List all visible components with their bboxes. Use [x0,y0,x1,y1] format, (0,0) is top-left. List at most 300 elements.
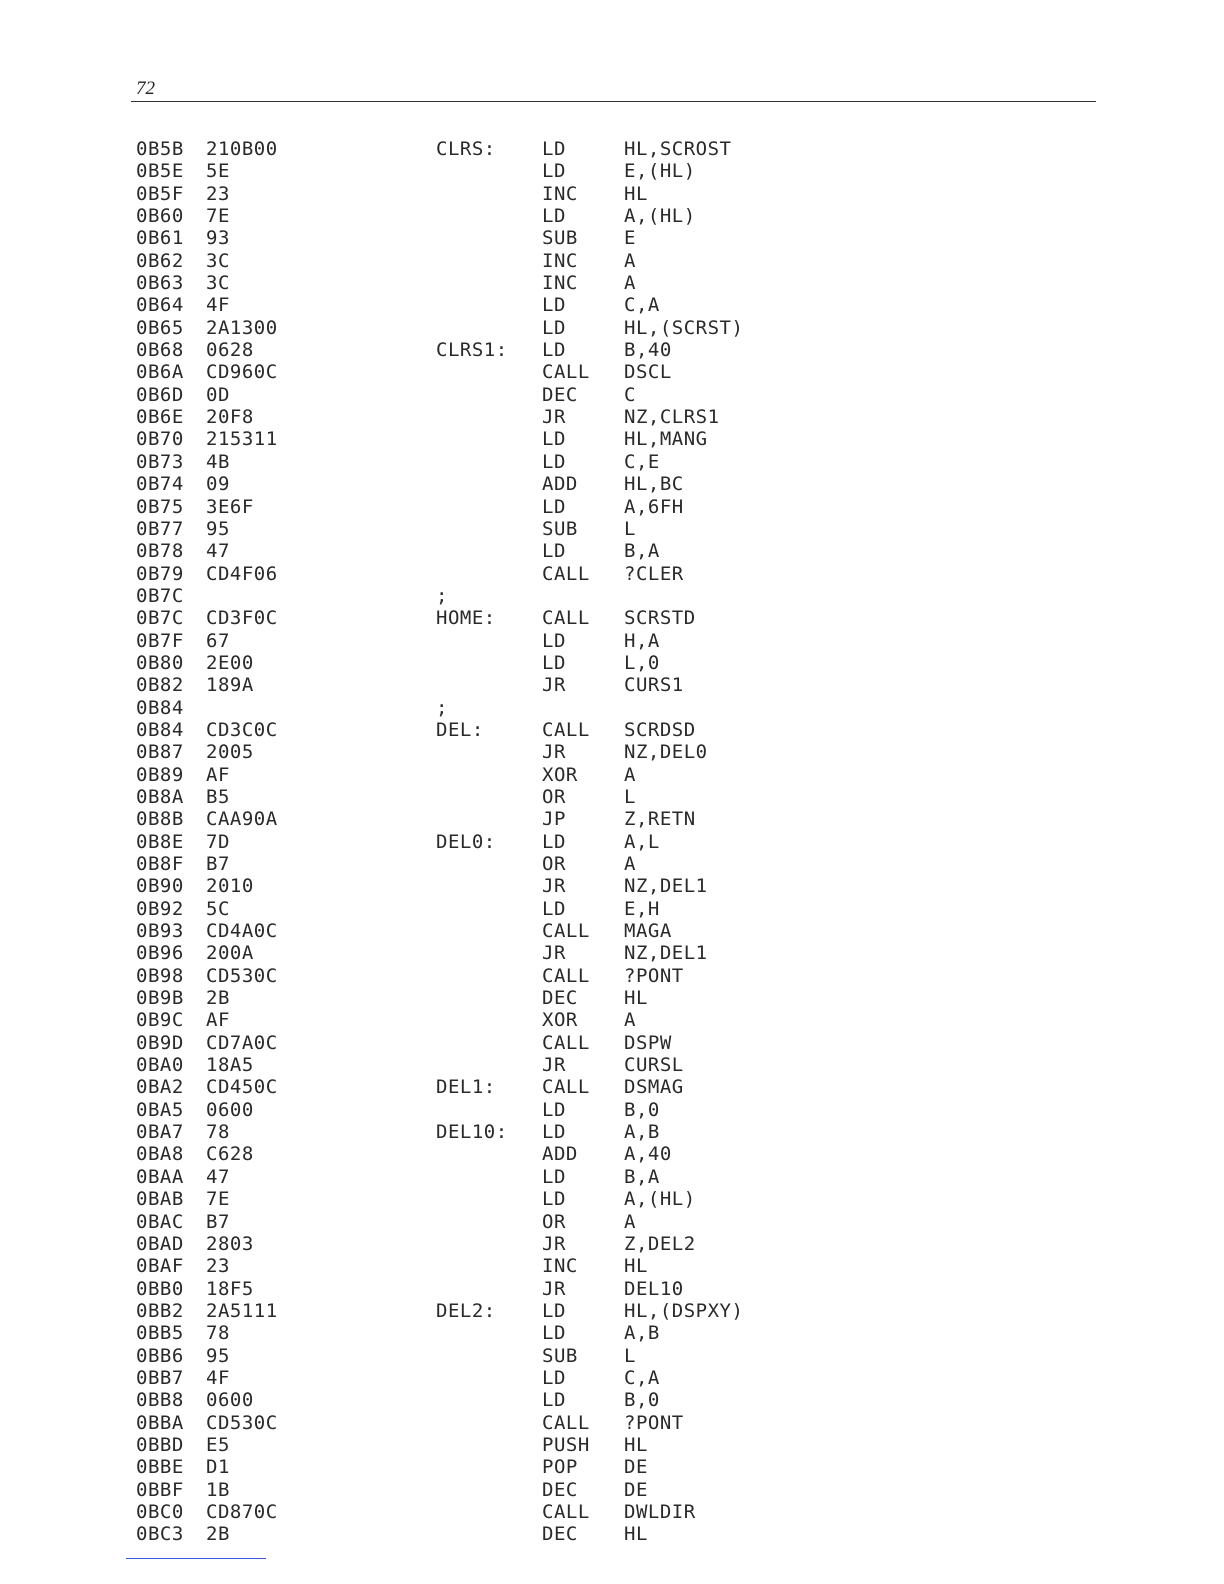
listing-code: 2010 [206,875,254,898]
listing-row [136,987,1096,1009]
listing-op: INC [542,272,578,295]
listing-addr: 0BB6 [136,1344,184,1367]
listing-row [136,205,1096,227]
listing-addr: 0B5E [136,160,184,183]
listing-op: JR [542,875,566,898]
listing-code: 2A5111 [206,1299,278,1322]
listing-code: CD530C [206,1411,278,1434]
listing-op: JR [542,1232,566,1255]
listing-row [136,764,1096,786]
listing-addr: 0BB8 [136,1389,184,1412]
listing-row [136,1278,1096,1300]
listing-addr: 0B6A [136,361,184,384]
listing-addr: 0B5F [136,182,184,205]
listing-operand: ?CLER [624,562,684,585]
listing-op: CALL [542,1500,590,1523]
listing-op: LD [542,450,566,473]
listing-addr: 0B5B [136,138,184,160]
listing-addr: 0BA8 [136,1143,184,1166]
listing-op: POP [542,1456,578,1479]
listing-operand: A [624,1210,636,1233]
listing-code: 7E [206,205,230,228]
listing-addr: 0B73 [136,450,184,473]
listing-row [136,496,1096,518]
listing-code: B7 [206,1210,230,1233]
listing-operand: DEL10 [624,1277,684,1300]
listing-addr: 0B7C [136,584,184,607]
listing-operand: Z,DEL2 [624,1232,696,1255]
listing-row [136,1143,1096,1165]
listing-row [136,473,1096,495]
listing-row [136,1009,1096,1031]
listing-op: LD [542,495,566,518]
listing-label: DEL: [436,718,484,741]
listing-code: CD870C [206,1500,278,1523]
listing-op: LD [542,138,566,160]
listing-row [136,853,1096,875]
listing-operand: B,0 [624,1098,660,1121]
listing-addr: 0B92 [136,897,184,920]
listing-code: 200A [206,942,254,965]
listing-row [136,272,1096,294]
listing-op: XOR [542,1009,578,1032]
listing-op: JR [542,406,566,429]
listing-row [136,1255,1096,1277]
listing-code: 2005 [206,741,254,764]
listing-op: LD [542,1322,566,1345]
listing-code: CD960C [206,361,278,384]
listing-code: 4F [206,294,230,317]
listing-code: 23 [206,182,230,205]
listing-operand: CURSL [624,1054,684,1077]
listing-op: INC [542,249,578,272]
listing-op: SUB [542,517,578,540]
listing-code: 1B [206,1478,230,1501]
listing-operand: A,6FH [624,495,684,518]
listing-addr: 0BBF [136,1478,184,1501]
listing-code: 215311 [206,428,278,451]
listing-addr: 0B8E [136,830,184,853]
listing-operand: A [624,1009,636,1032]
listing-row [136,160,1096,182]
listing-operand: DSMAG [624,1076,684,1099]
listing-code: 0628 [206,339,254,362]
listing-operand: A [624,853,636,875]
listing-row [136,786,1096,808]
listing-row [136,920,1096,942]
listing-operand: HL [624,1255,648,1278]
listing-row [136,719,1096,741]
listing-op: OR [542,1210,566,1233]
listing-operand: NZ,CLRS1 [624,406,720,429]
listing-code: C628 [206,1143,254,1166]
listing-op: JR [542,674,566,697]
listing-row [136,361,1096,383]
listing-operand: A [624,249,636,272]
listing-code: 09 [206,473,230,496]
listing-op: LD [542,205,566,228]
listing-code: 23 [206,1255,230,1278]
listing-op: OR [542,785,566,808]
listing-op: DEC [542,383,578,406]
listing-addr: 0B61 [136,227,184,250]
listing-operand: HL [624,1433,648,1456]
listing-operand: HL,(DSPXY) [624,1299,744,1322]
listing-op: DEC [542,987,578,1010]
listing-row [136,697,1096,719]
listing-row [136,227,1096,249]
listing-code: 20F8 [206,406,254,429]
listing-row [136,294,1096,316]
listing-operand: DE [624,1478,648,1501]
listing-addr: 0BA0 [136,1054,184,1077]
listing-label: ; [436,584,448,607]
listing-operand: A,B [624,1322,660,1345]
listing-code: 47 [206,1165,230,1188]
listing-operand: A [624,272,636,295]
listing-label: CLRS: [436,138,496,160]
listing-operand: NZ,DEL1 [624,875,708,898]
listing-op: XOR [542,763,578,786]
listing-row [136,674,1096,696]
listing-addr: 0B75 [136,495,184,518]
listing-operand: ?PONT [624,1411,684,1434]
listing-code: 2B [206,1523,230,1546]
listing-operand: A,(HL) [624,1188,696,1211]
assembly-listing [136,138,1096,1546]
listing-operand: SCRDSD [624,718,696,741]
listing-operand: MAGA [624,920,672,943]
listing-code: 95 [206,517,230,540]
listing-label: HOME: [436,607,496,630]
listing-operand: CURS1 [624,674,684,697]
listing-row [136,1479,1096,1501]
listing-operand: B,40 [624,339,672,362]
listing-operand: E,(HL) [624,160,696,183]
listing-code: 2E00 [206,651,254,674]
listing-operand: DWLDIR [624,1500,696,1523]
listing-addr: 0BAF [136,1255,184,1278]
listing-label: DEL10: [436,1121,508,1144]
listing-operand: HL [624,987,648,1010]
listing-code: AF [206,1009,230,1032]
listing-code: CD7A0C [206,1031,278,1054]
listing-op: LD [542,1098,566,1121]
listing-op: JR [542,741,566,764]
listing-row [136,585,1096,607]
listing-addr: 0B84 [136,718,184,741]
listing-op: LD [542,1165,566,1188]
listing-row [136,1032,1096,1054]
listing-operand: L [624,785,636,808]
listing-label: ; [436,696,448,719]
listing-code: 78 [206,1322,230,1345]
listing-addr: 0B6D [136,383,184,406]
listing-operand: HL [624,182,648,205]
listing-row [136,1501,1096,1523]
page-number: 72 [136,78,155,99]
listing-operand: Z,RETN [624,808,696,831]
listing-addr: 0B8B [136,808,184,831]
listing-op: CALL [542,1031,590,1054]
listing-op: LD [542,897,566,920]
listing-code: 189A [206,674,254,697]
listing-operand: HL,BC [624,473,684,496]
listing-addr: 0B70 [136,428,184,451]
listing-op: CALL [542,964,590,987]
listing-operand: B,A [624,540,660,563]
listing-row [136,183,1096,205]
listing-row [136,1367,1096,1389]
listing-operand: E,H [624,897,660,920]
listing-addr: 0B89 [136,763,184,786]
listing-operand: C,A [624,1366,660,1389]
listing-op: ADD [542,1143,578,1166]
listing-code: 4F [206,1366,230,1389]
listing-operand: A,40 [624,1143,672,1166]
listing-addr: 0BB7 [136,1366,184,1389]
listing-code: 3C [206,249,230,272]
listing-row [136,1389,1096,1411]
listing-addr: 0BAC [136,1210,184,1233]
listing-row [136,1233,1096,1255]
listing-code: E5 [206,1433,230,1456]
listing-row [136,250,1096,272]
listing-code: 3C [206,272,230,295]
listing-row [136,1211,1096,1233]
listing-addr: 0B79 [136,562,184,585]
listing-addr: 0B78 [136,540,184,563]
listing-row [136,339,1096,361]
listing-op: LD [542,1366,566,1389]
listing-operand: HL,SCROST [624,138,732,160]
listing-addr: 0BAB [136,1188,184,1211]
listing-op: CALL [542,607,590,630]
listing-code: 210B00 [206,138,278,160]
listing-code: 18A5 [206,1054,254,1077]
listing-addr: 0B77 [136,517,184,540]
listing-operand: DSPW [624,1031,672,1054]
listing-code: CD3C0C [206,718,278,741]
listing-op: LD [542,428,566,451]
listing-row [136,741,1096,763]
listing-op: LD [542,1121,566,1144]
listing-op: JR [542,1054,566,1077]
listing-row [136,630,1096,652]
listing-op: JR [542,1277,566,1300]
listing-op: JR [542,942,566,965]
listing-row [136,540,1096,562]
listing-addr: 0B65 [136,316,184,339]
listing-code: 78 [206,1121,230,1144]
listing-op: CALL [542,562,590,585]
listing-row [136,1523,1096,1545]
listing-op: DEC [542,1523,578,1546]
listing-operand: NZ,DEL0 [624,741,708,764]
listing-operand: A [624,763,636,786]
listing-op: LD [542,339,566,362]
listing-op: SUB [542,227,578,250]
listing-addr: 0B64 [136,294,184,317]
listing-operand: A,B [624,1121,660,1144]
listing-row [136,406,1096,428]
listing-row [136,1322,1096,1344]
listing-op: INC [542,182,578,205]
listing-code: CD450C [206,1076,278,1099]
listing-operand: A,(HL) [624,205,696,228]
listing-addr: 0B8F [136,853,184,875]
listing-op: CALL [542,718,590,741]
listing-row [136,1076,1096,1098]
listing-addr: 0B9C [136,1009,184,1032]
listing-code: CD4F06 [206,562,278,585]
listing-row [136,1166,1096,1188]
listing-code: AF [206,763,230,786]
listing-row [136,831,1096,853]
listing-label: DEL1: [436,1076,496,1099]
listing-row [136,652,1096,674]
listing-operand: HL [624,1523,648,1546]
listing-row [136,1300,1096,1322]
listing-operand: ?PONT [624,964,684,987]
listing-addr: 0B98 [136,964,184,987]
listing-op: LD [542,629,566,652]
listing-addr: 0BBA [136,1411,184,1434]
listing-label: CLRS1: [436,339,508,362]
listing-row [136,1099,1096,1121]
listing-operand: C,A [624,294,660,317]
listing-op: CALL [542,1076,590,1099]
listing-operand: HL,(SCRST) [624,316,744,339]
listing-row [136,1345,1096,1367]
listing-addr: 0B96 [136,942,184,965]
listing-op: ADD [542,473,578,496]
listing-addr: 0B60 [136,205,184,228]
listing-code: 0600 [206,1098,254,1121]
listing-op: LD [542,1389,566,1412]
listing-addr: 0B9D [136,1031,184,1054]
listing-row [136,942,1096,964]
listing-row [136,317,1096,339]
listing-operand: E [624,227,636,250]
listing-addr: 0B7C [136,607,184,630]
listing-code: 7D [206,830,230,853]
listing-code: 5E [206,160,230,183]
listing-row [136,1456,1096,1478]
listing-row [136,875,1096,897]
listing-operand: B,A [624,1165,660,1188]
listing-operand: DE [624,1456,648,1479]
listing-op: INC [542,1255,578,1278]
listing-label: DEL0: [436,830,496,853]
listing-addr: 0BAD [136,1232,184,1255]
listing-row [136,1121,1096,1143]
listing-addr: 0B62 [136,249,184,272]
listing-addr: 0B87 [136,741,184,764]
listing-addr: 0B6E [136,406,184,429]
listing-addr: 0BB2 [136,1299,184,1322]
listing-code: 0600 [206,1389,254,1412]
listing-row [136,451,1096,473]
listing-addr: 0BBE [136,1456,184,1479]
listing-addr: 0B93 [136,920,184,943]
listing-addr: 0BAA [136,1165,184,1188]
listing-code: 0D [206,383,230,406]
listing-operand: H,A [624,629,660,652]
listing-addr: 0B74 [136,473,184,496]
listing-addr: 0B90 [136,875,184,898]
listing-addr: 0BA2 [136,1076,184,1099]
listing-op: LD [542,651,566,674]
listing-op: JP [542,808,566,831]
listing-code: 3E6F [206,495,254,518]
listing-op: LD [542,294,566,317]
listing-row [136,384,1096,406]
listing-addr: 0BBD [136,1433,184,1456]
listing-addr: 0B7F [136,629,184,652]
listing-operand: C,E [624,450,660,473]
listing-op: LD [542,830,566,853]
listing-operand: L [624,517,636,540]
listing-code: B7 [206,853,230,875]
listing-op: OR [542,853,566,875]
listing-row [136,965,1096,987]
listing-code: 4B [206,450,230,473]
listing-operand: C [624,383,636,406]
listing-addr: 0B80 [136,651,184,674]
listing-code: 93 [206,227,230,250]
listing-op: CALL [542,1411,590,1434]
listing-row [136,808,1096,830]
listing-addr: 0BB5 [136,1322,184,1345]
listing-code: CD530C [206,964,278,987]
listing-addr: 0B84 [136,696,184,719]
listing-operand: B,0 [624,1389,660,1412]
listing-op: DEC [542,1478,578,1501]
listing-operand: A,L [624,830,660,853]
listing-row [136,428,1096,450]
listing-row [136,607,1096,629]
listing-op: CALL [542,920,590,943]
listing-addr: 0BA5 [136,1098,184,1121]
listing-code: 67 [206,629,230,652]
listing-code: 47 [206,540,230,563]
listing-row [136,518,1096,540]
listing-row [136,563,1096,585]
listing-code: D1 [206,1456,230,1479]
listing-code: B5 [206,785,230,808]
listing-operand: NZ,DEL1 [624,942,708,965]
listing-op: LD [542,316,566,339]
listing-addr: 0BA7 [136,1121,184,1144]
listing-addr: 0B63 [136,272,184,295]
listing-code: 5C [206,897,230,920]
listing-addr: 0B68 [136,339,184,362]
listing-row [136,138,1096,160]
listing-operand: L [624,1344,636,1367]
listing-code: 7E [206,1188,230,1211]
footer-rule [126,1558,266,1559]
listing-code: CD4A0C [206,920,278,943]
listing-code: CAA90A [206,808,278,831]
listing-row [136,1412,1096,1434]
listing-op: LD [542,160,566,183]
listing-op: PUSH [542,1433,590,1456]
listing-code: 95 [206,1344,230,1367]
listing-code: 18F5 [206,1277,254,1300]
listing-addr: 0BC3 [136,1523,184,1546]
listing-addr: 0BB0 [136,1277,184,1300]
